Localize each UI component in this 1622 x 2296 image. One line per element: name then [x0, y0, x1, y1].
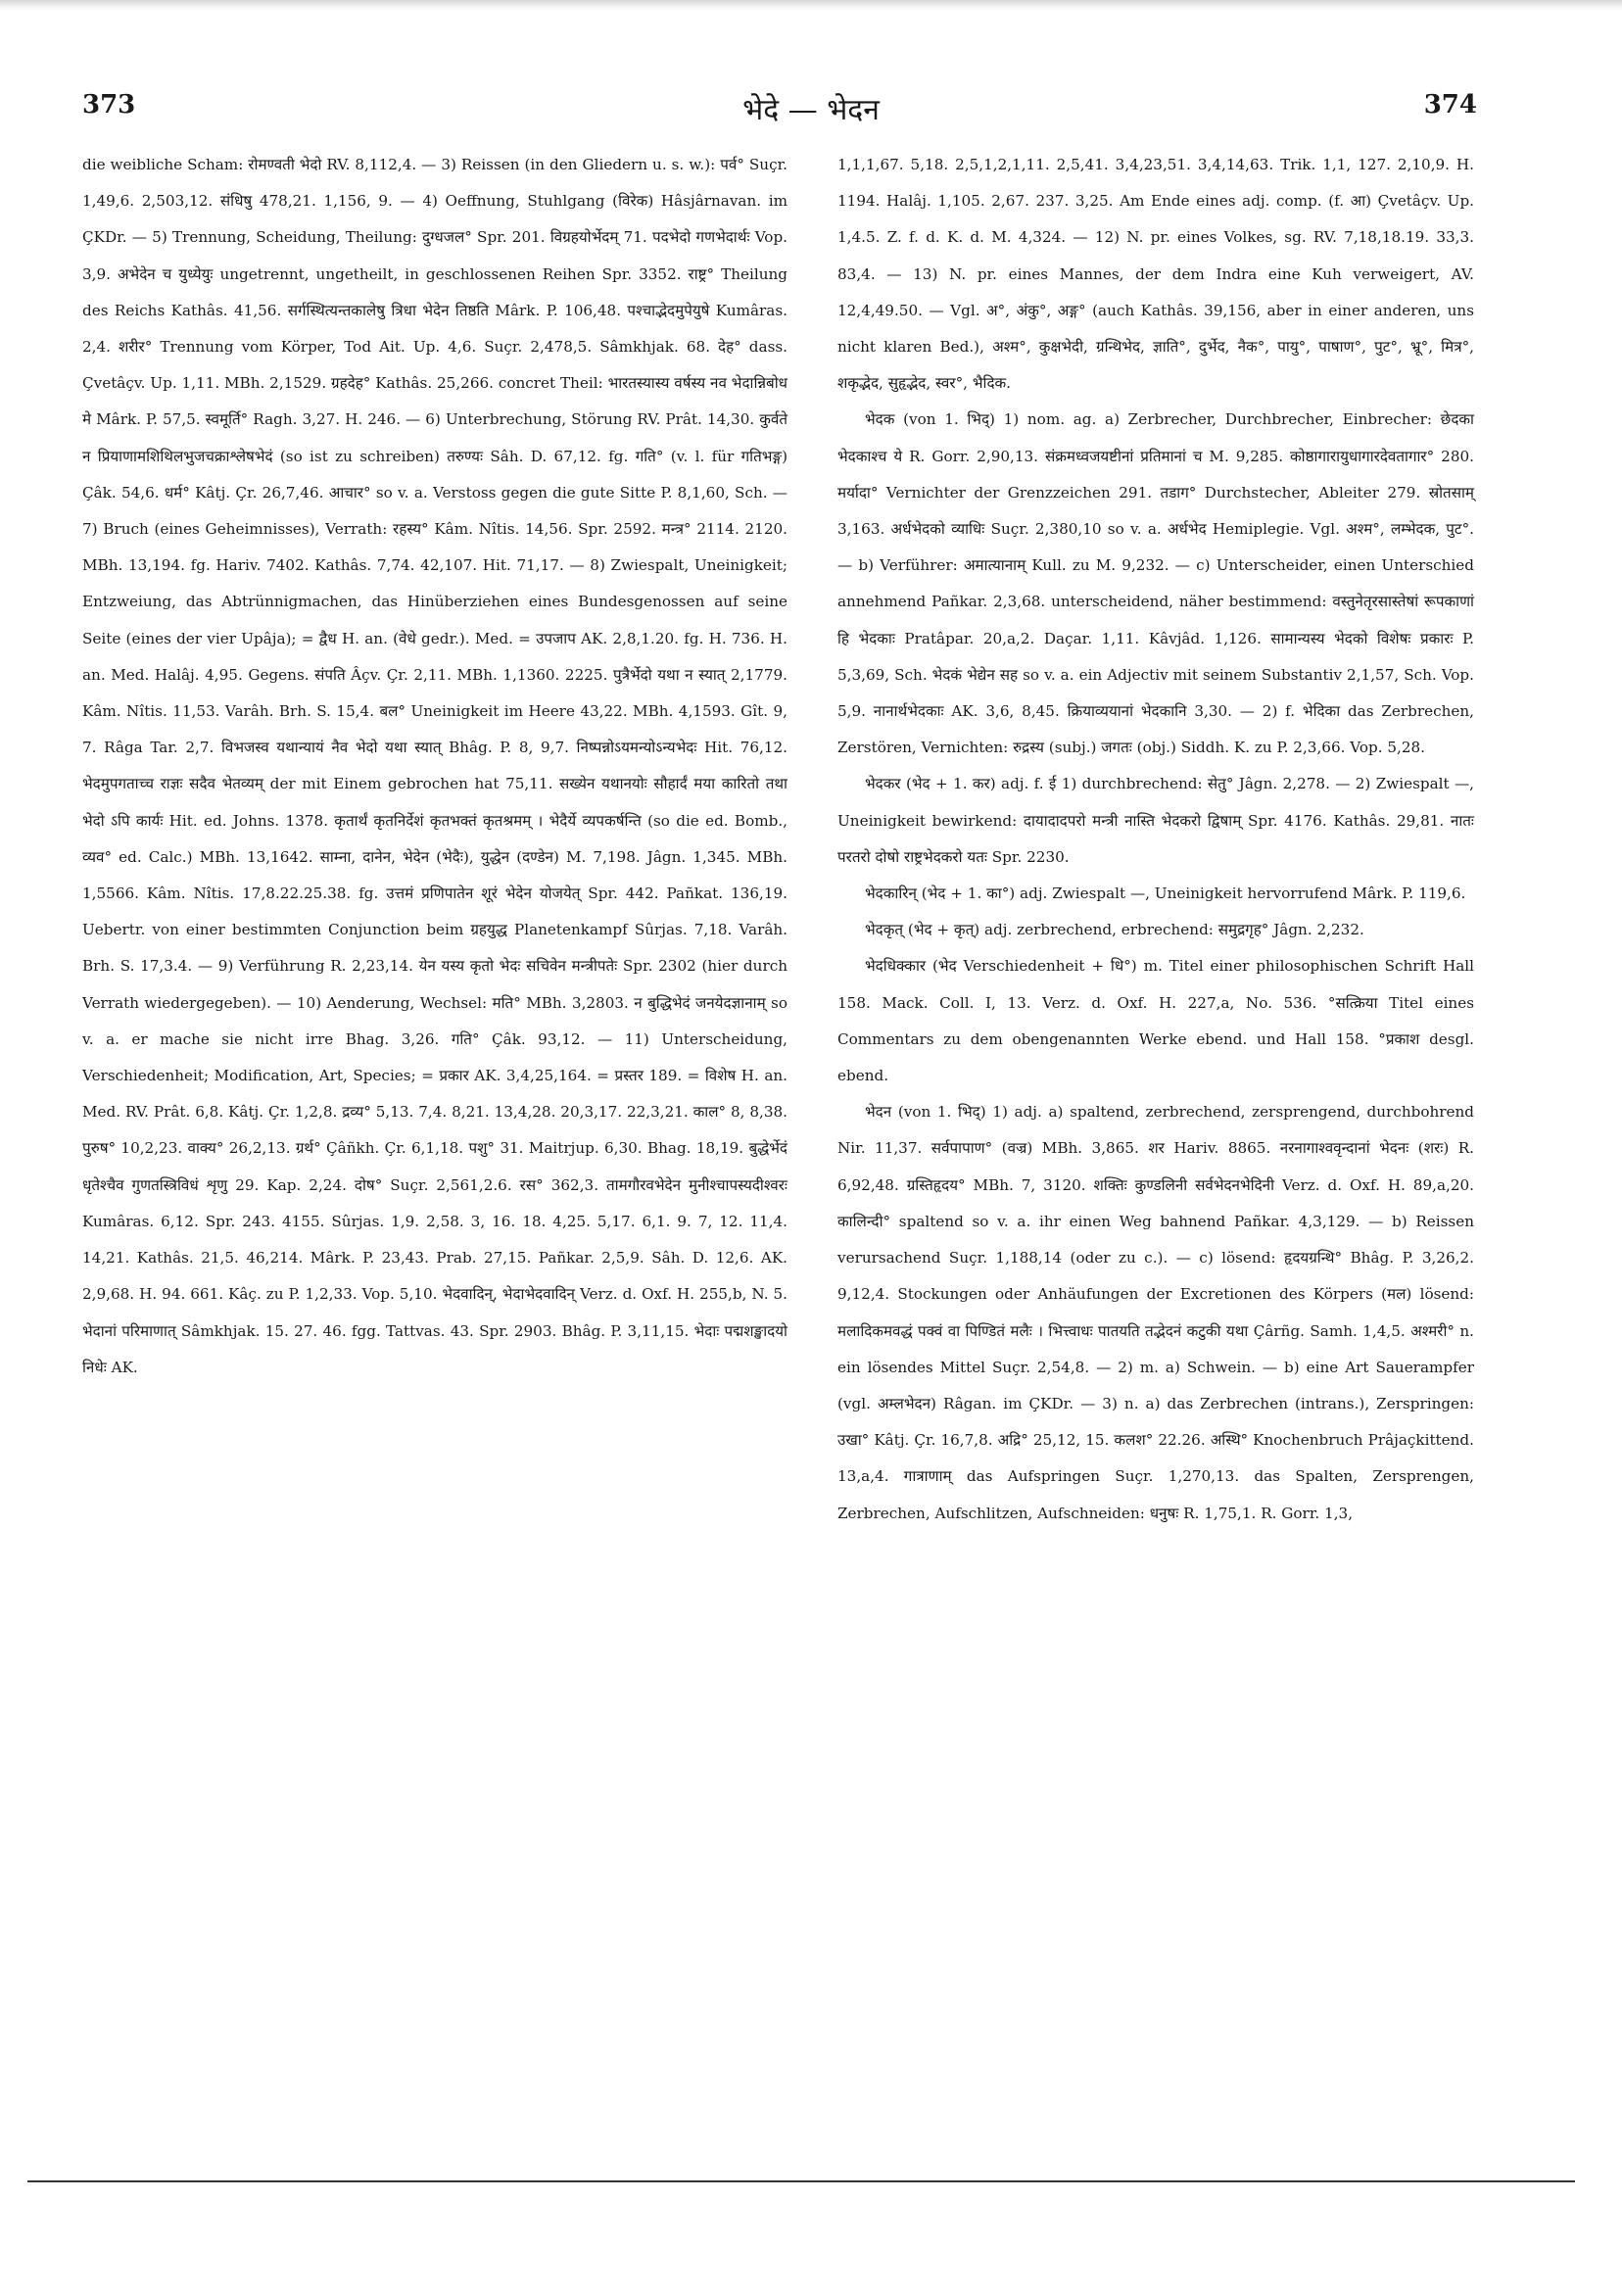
page-header [0, 90, 1622, 129]
running-headword: भेदे — भेदन [742, 93, 880, 127]
left-column-text: die weibliche Scham: रोमण्वती भेदो RV. 8,112,4. — 3) Reissen (in den Gliedern u. s. w.): पर्व° Suçr. 1,49,6. 2,503,12. संधिषु 478,21. 1,156, 9. — 4) Oeffnung, Stuhlgang (विरेक) Hâsjârnavan. im ÇKDr. — 5) Trennung, Scheidung, Theilung: दुग्धजल° Spr. 201. विग्रहयोर्भेदम् 71. पदभेदो गणभेदार्थः Vop. 3,9. अभेदेन च युध्येयुः ungetrennt, ungetheilt, in geschlossenen Reihen Spr. 3352. राष्ट्र° Theilung des Reichs Kathâs. 41,56. सर्गस्थित्यन्तकालेषु त्रिधा भेदेन तिष्ठति Mârk. P. 106,48. पश्चाद्भेदमुपेयुषे Kumâras. 2,4. शरीर° Trennung vom Körper, Tod Ait. Up. 4,6. Suçr. 2,478,5. Sâmkhjak. 68. देह° dass. Çvetâçv. Up. 1,11. MBh. 2,1529. ग्रहदेह° Kathâs. 25,266. concret Theil: भारतस्यास्य वर्षस्य नव भेदान्निबोध मे Mârk. P. 57,5. स्वमूर्ति° Ragh. 3,27. H. 246. — 6) Unterbrechung, Störung RV. Prât. 14,30. कुर्वते न प्रियाणामशिथिलभुजचक्राश्लेषभेदं (so ist zu schreiben) तरुण्यः Sâh. D. 67,12. fg. गति° (v. l. für गतिभङ्ग) Çâk. 54,6. धर्म° Kâtj. Çr. 26,7,46. आचार° so v. a. Verstoss gegen die gute Sitte P. 8,1,60, Sch. — 7) Bruch (eines Geheimnisses), Verrath: रहस्य° Kâm. Nîtis. 14,56. Spr. 2592. मन्त्र° 2114. 2120. MBh. 13,194. fg. Hariv. 7402. Kathâs. 7,74. 42,107. Hit. 71,17. — 8) Zwiespalt, Uneinigkeit; Entzweiung, das Abtrünnigmachen, das Hinüberziehen eines Bundesgenossen auf seine Seite (eines der vier Upâja); = द्वैध H. an. (वेधे gedr.). Med. = उपजाप AK. 2,8,1.20. fg. H. 736. H. an. Med. Halâj. 4,95. Gegens. संपति Âçv. Çr. 2,11. MBh. 1,1360. 2225. पुत्रैर्भेदो यथा न स्यात् 2,1779. Kâm. Nîtis. 11,53. Varâh. Brh. S. 15,4. बल° Uneinigkeit im Heere 43,22. MBh. 4,1593. Gît. 9, 7. Râga Tar. 2,7. विभजस्व यथान्यायं नैव भेदो यथा स्यात् Bhâg. P. 8, 9,7. निष्पन्नोऽयमन्योऽन्यभेदः Hit. 76,12. भेदमुपगताच्च राज्ञः सदैव भेतव्यम् der mit Einem gebrochen hat 75,11. सख्येन यथानयोः सौहार्दं मया कारितो तथा भेदो ऽपि कार्यः Hit. ed. Johns. 1378. कृतार्थं कृतनिर्देशं कृतभक्तं कृतश्रमम् । भेदैर्ये व्यपकर्षन्ति (so die ed. Bomb., व्यव° ed. Calc.) MBh. 13,1642. साम्ना, दानेन, भेदेन (भेदैः), युद्धेन (दण्डेन) M. 7,198. Jâgn. 1,345. MBh. 1,5566. Kâm. Nîtis. 17,8.22.25.38. fg. उत्तमं प्रणिपातेन शूरं भेदेन योजयेत् Spr. 442. Pañkat. 136,19. Uebertr. von einer bestimmten Conjunction beim ग्रहयुद्ध Planetenkampf Sûrjas. 7,18. Varâh. Brh. S. 17,3.4. — 9) Verführung R. 2,23,14. येन यस्य कृतो भेदः सचिवेन मन्त्रीपतेः Spr. 2302 (hier durch Verrath wiedergegeben). — 10) Aenderung, Wechsel: मति° MBh. 3,2803. न बुद्धिभेदं जनयेदज्ञानाम् so v. a. er mache sie nicht irre Bhag. 3,26. गति° Çâk. 93,12. — 11) Unterscheidung, Verschiedenheit; Modification, Art, Species; = प्रकार AK. 3,4,25,164. = प्रस्तर 189. = विशेष H. an. Med. RV. Prât. 6,8. Kâtj. Çr. 1,2,8. द्रव्य° 5,13. 7,4. 8,21. 13,4,28. 20,3,17. 22,3,21. काल° 8, 8,38. पुरुष° 10,2,23. वाक्य° 26,2,13. ग्रर्थ° Çâñkh. Çr. 6,1,18. पशु° 31. Maitrjup. 6,30. Bhag. 18,19. बुद्धेर्भेदं धृतेश्चैव गुणतस्त्रिविधं शृणु 29. Kap. 2,24. दोष° Suçr. 2,561,2.6. रस° 362,3. तामगौरवभेदेन मुनीश्चापस्यदीश्वरः Kumâras. 6,12. Spr. 243. 4155. Sûrjas. 1,9. 2,58. 3, 16. 18. 4,25. 5,17. 6,1. 9. 7, 12. 11,4. 14,21. Kathâs. 21,5. 46,214. Mârk. P. 23,43. Prab. 27,15. Pañkar. 2,5,9. Sâh. D. 12,6. AK. 2,9,68. H. 94. 661. Kâç. zu P. 1,2,33. Vop. 5,10. भेदवादिन्, भेदाभेदवादिन् Verz. d. Oxf. H. 255,b, N. 5. भेदानां परिमाणात् Sâmkhjak. 15. 27. 46. fgg. Tattvas. 43. Spr. 2903. Bhâg. P. 3,11,15. भेदाः पद्मशङ्खादयो निधेः AK. [82, 156, 787, 1376]
entry-bhedakrt: भेदकृत् (भेद + कृत्) adj. zerbrechend, erbrechend: समुद्रगृह° Jâgn. 2,232. [865, 921, 1364, 939]
page-number-left: 373 [82, 90, 136, 120]
footer-rule [27, 2180, 1575, 2182]
entry-bhedakarin: भेदकारिन् (भेद + 1. का°) adj. Zwiespalt —, Uneinigkeit hervorrufend Mârk. P. 119,6. [865, 885, 1466, 903]
entry-bhedakara: भेदकर (भेद + 1. कर) adj. f. ई 1) durchbrechend: सेतु° Jâgn. 2,278. — 2) Zwiespalt —, Uneinigkeit bewirkend: दायादादपरो मन्त्री नास्ति भेदकरो द्विषाम् Spr. 4176. Kathâs. 29,81. नातः परतरो दोषो राष्ट्रभेदकरो यतः Spr. 2230. [837, 775, 1474, 866]
right-column [837, 147, 1474, 1532]
entry-bhedaka: भेदक (von 1. भिद्) 1) nom. ag. a) Zerbrecher, Durchbrecher, Einbrecher: छेदका भेदकाश्च ये R. Gorr. 2,90,13. संक्रमध्वजयष्टीनां प्रतिमानां च M. 9,285. कोष्ठागारायुधागारदेवतागार° 280. मर्यादा° Vernichter der Grenzzeichen 291. तडाग° Durchstecher, Ableiter 279. स्रोतसाम् 3,163. अर्धभेदको व्याधिः Suçr. 2,380,10 so v. a. अर्धभेद Hemiplegie. Vgl. अश्म°, लम्भेदक, पुट°. — b) Verführer: अमात्यानाम् Kull. zu M. 9,232. — c) Unterscheider, einen Unterschied annehmend Pañkar. 2,3,68. unterscheidend, näher bestimmend: वस्तुनेतृरसास्तेषां रूपकाणां हि भेदकाः Pratâpar. 20,a,2. Daçar. 1,11. Kâvjâd. 1,126. सामान्यस्य भेदको विशेषः प्रकारः P. 5,3,69, Sch. भेदकं भेद्येन सह so v. a. ein Adjectiv mit seinem Substantiv 2,1,57, Sch. Vop. 5,9. नानार्थभेदकाः AK. 3,6, 8,45. क्रियाव्ययानां भेदकानि 3,30. — 2) f. भेदिका das Zerbrechen, Zerstören, Vernichten: रुद्रस्य (subj.) जगतः (obj.) Siddh. K. zu P. 2,3,66. Vop. 5,28. [837, 410, 1474, 757]
left-column [82, 147, 787, 1386]
entry-bhedadhikkara: भेदधिक्कार (भेद Verschiedenheit + धि°) m. Titel einer philosophischen Schrift Hall 158. Mack. Coll. I, 13. Verz. d. Oxf. H. 227,a, No. 536. °सत्क्रिया Titel eines Commentars zu dem obengenannten Werke ebend. und Hall 158. °प्रकाश desgl. ebend. [837, 957, 1474, 1085]
entry-continuation: 1,1,1,67. 5,18. 2,5,1,2,1,11. 2,5,41. 3,4,23,51. 3,4,14,63. Trik. 1,1, 127. 2,10,9. H. 1194. Halâj. 1,105. 2,67. 237. 3,25. Am Ende eines adj. comp. (f. आ) Çvetâçv. Up. 1,4.5. Z. f. d. K. d. M. 4,324. — 12) N. pr. eines Volkes, sg. RV. 7,18,18.19. 33,3. 83,4. — 13) N. pr. eines Mannes, der dem Indra eine Kuh verweigert, AV. 12,4,49.50. — Vgl. अ°, अंकु°, अङ्ग° (auch Kathâs. 39,156, aber in einer anderen, uns nicht klaren Bed.), अश्म°, कुक्षभेदी, ग्रन्थिभेद, ज्ञाति°, दुर्भेद, नैक°, पायु°, पाषाण°, पुट°, भ्रू°, मित्र°, शकृद्भेद, सुहृद्भेद, स्वर°, भैदिक. [837, 156, 1474, 393]
scan-edge [0, 0, 1622, 10]
page-number-right: 374 [1423, 90, 1477, 120]
entry-bhedana: भेदन (von 1. भिद्) 1) adj. a) spaltend, zerbrechend, zersprengend, durchbohrend Nir. 11,37. सर्वपापाण° (वज्र) MBh. 3,865. शर Hariv. 8865. नरनागाश्ववृन्दानां भेदनः (शरः) R. 6,92,48. ग्रस्तिहृदय° MBh. 7, 3120. शक्तिः कुण्डलिनी सर्वभेदनभेदिनी Verz. d. Oxf. H. 89,a,20. कालिन्दी° spaltend so v. a. ihr einen Weg bahnend Pañkar. 4,3,129. — b) Reissen verursachend Suçr. 1,188,14 (oder zu c.). — c) lösend: हृदयग्रन्थि° Bhâg. P. 3,26,2. 9,12,4. Stockungen oder Anhäufungen der Excretionen des Körpers (मल) lösend: मलादिकमवद्धं पक्वं वा पिण्डितं मलैः । भित्त्वाधः पातयति तद्भेदनं कटुकी यथा Çârñg. Samh. 1,4,5. अश्मरी° n. ein lösendes Mittel Suçr. 2,54,8. — 2) m. a) Schwein. — b) eine Art Sauerampfer (vgl. अम्लभेदन) Râgan. im ÇKDr. — 3) n. a) das Zerbrechen (intrans.), Zerspringen: उखा° Kâtj. Çr. 16,7,8. अद्रि° 25,12, 15. कलश° 22.26. अस्थि° Knochenbruch Prâjaçkittend. 13,a,4. गात्राणाम् das Aufspringen Suçr. 1,270,13. das Spalten, Zersprengen, Zerbrechen, Aufschlitzen, Aufschneiden: धनुषः R. 1,75,1. R. Gorr. 1,3, [837, 1103, 1474, 1522]
